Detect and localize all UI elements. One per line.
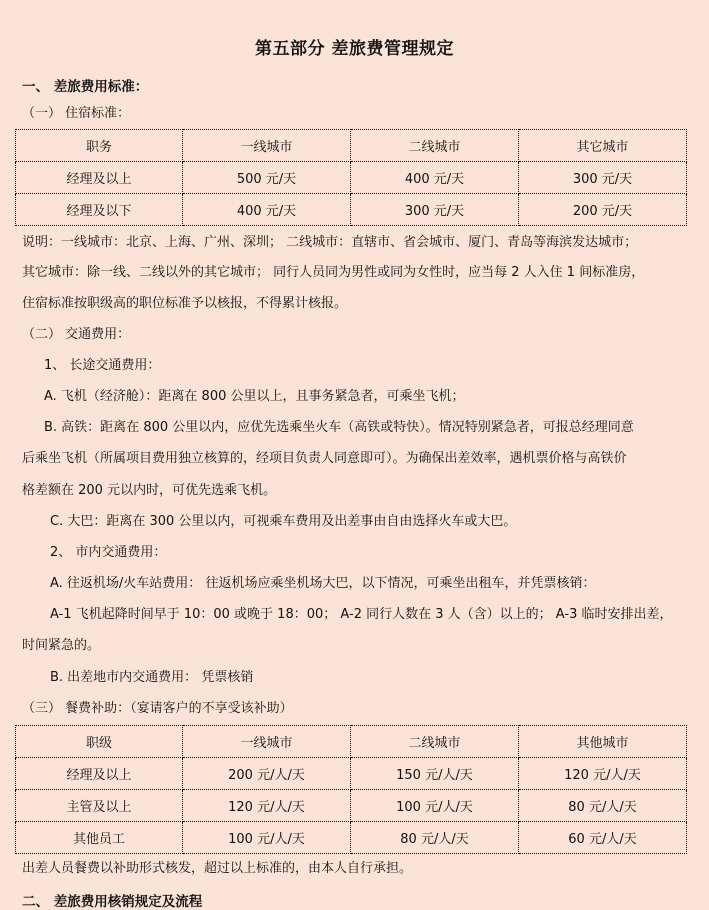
subsection-heading-transport: （二） 交通费用： [22, 327, 131, 342]
table-cell: 300 元/天 [351, 194, 519, 226]
lodging-standards-table [15, 129, 687, 226]
transport-item-train-line: 格差额在 200 元以内时，可优先选乘飞机。 [22, 483, 277, 498]
table-cell: 其他员工 [16, 822, 183, 854]
lodging-note-line: 住宿标准按职级高的职位标准予以核报，不得累计核报。 [22, 296, 348, 311]
table-cell: 80 元/人/天 [351, 822, 519, 854]
table-cell: 主管及以上 [16, 790, 183, 822]
transport-item-train-line: B. 高铁：距离在 800 公里以内，应优先选乘坐火车（高铁或特快）。情况特别紧急者，可报总经理同意 [44, 420, 634, 435]
table-header-cell: 其它城市 [519, 130, 687, 162]
table-cell: 60 元/人/天 [519, 822, 687, 854]
transport-local-detail-line: A-1 飞机起降时间早于 10：00 或晚于 18：00； A-2 同行人数在 3 人（含）以上的； A-3 临时安排出差， [50, 607, 673, 622]
transport-local-item-city: B. 出差地市内交通费用： 凭票核销 [50, 670, 254, 685]
transport-local-heading: 2、 市内交通费用： [50, 545, 167, 560]
table-row [16, 790, 687, 822]
transport-item-train-line: 后乘坐飞机（所属项目费用独立核算的，经项目负责人同意即可）。为确保出差效率，遇机票价格与高铁价 [22, 451, 627, 466]
table-header-row [16, 726, 687, 758]
table-cell: 120 元/人/天 [183, 790, 351, 822]
meals-note: 出差人员餐费以补助形式核发，超过以上标准的，由本人自行承担。 [22, 861, 413, 876]
table-cell: 500 元/天 [183, 162, 351, 194]
transport-local-item-airport: A. 往返机场/火车站费用： 往返机场应乘坐机场大巴，以下情况，可乘坐出租车，并凭票核销： [50, 576, 596, 591]
table-header-cell: 一线城市 [183, 726, 351, 758]
table-cell: 200 元/人/天 [183, 758, 351, 790]
table-cell: 300 元/天 [519, 162, 687, 194]
subsection-heading-lodging: （一） 住宿标准： [22, 106, 131, 121]
table-cell: 400 元/天 [351, 162, 519, 194]
table-cell: 400 元/天 [183, 194, 351, 226]
table-header-cell: 一线城市 [183, 130, 351, 162]
section-heading-reimbursement: 二、 差旅费用核销规定及流程 [22, 894, 203, 910]
table-cell: 经理及以下 [16, 194, 183, 226]
table-row [16, 822, 687, 854]
transport-item-bus: C. 大巴：距离在 300 公里以内，可视乘车费用及出差事由自由选择火车或大巴。 [50, 514, 517, 529]
table-header-cell: 职级 [16, 726, 183, 758]
subsection-heading-meals: （三） 餐费补助：（宴请客户的不享受该补助） [22, 701, 293, 716]
meal-allowance-table [15, 725, 687, 854]
table-cell: 100 元/人/天 [183, 822, 351, 854]
transport-long-distance-heading: 1、 长途交通费用： [44, 358, 161, 373]
table-row [16, 194, 687, 226]
section-heading-travel-standards: 一、 差旅费用标准： [22, 79, 149, 95]
table-cell: 80 元/人/天 [519, 790, 687, 822]
table-header-cell: 职务 [16, 130, 183, 162]
table-header-cell: 二线城市 [351, 726, 519, 758]
table-cell: 100 元/人/天 [351, 790, 519, 822]
table-header-row [16, 130, 687, 162]
table-cell: 150 元/人/天 [351, 758, 519, 790]
transport-item-plane: A. 飞机（经济舱）：距离在 800 公里以上，且事务紧急者，可乘坐飞机； [44, 389, 465, 404]
table-cell: 200 元/天 [519, 194, 687, 226]
table-row [16, 162, 687, 194]
lodging-note-line: 其它城市：除一线、二线以外的其它城市； 同行人员同为男性或同为女性时，应当每 2 人入住 1 间标准房， [22, 265, 645, 280]
transport-local-detail-line: 时间紧急的。 [22, 638, 101, 653]
table-header-cell: 其他城市 [519, 726, 687, 758]
page-title: 第五部分 差旅费管理规定 [255, 39, 454, 59]
table-cell: 经理及以上 [16, 162, 183, 194]
table-row [16, 758, 687, 790]
table-cell: 经理及以上 [16, 758, 183, 790]
table-header-cell: 二线城市 [351, 130, 519, 162]
lodging-note-line: 说明：一线城市：北京、上海、广州、深圳； 二线城市：直辖市、省会城市、厦门、青岛等海滨发达城市； [22, 235, 638, 250]
table-cell: 120 元/人/天 [519, 758, 687, 790]
